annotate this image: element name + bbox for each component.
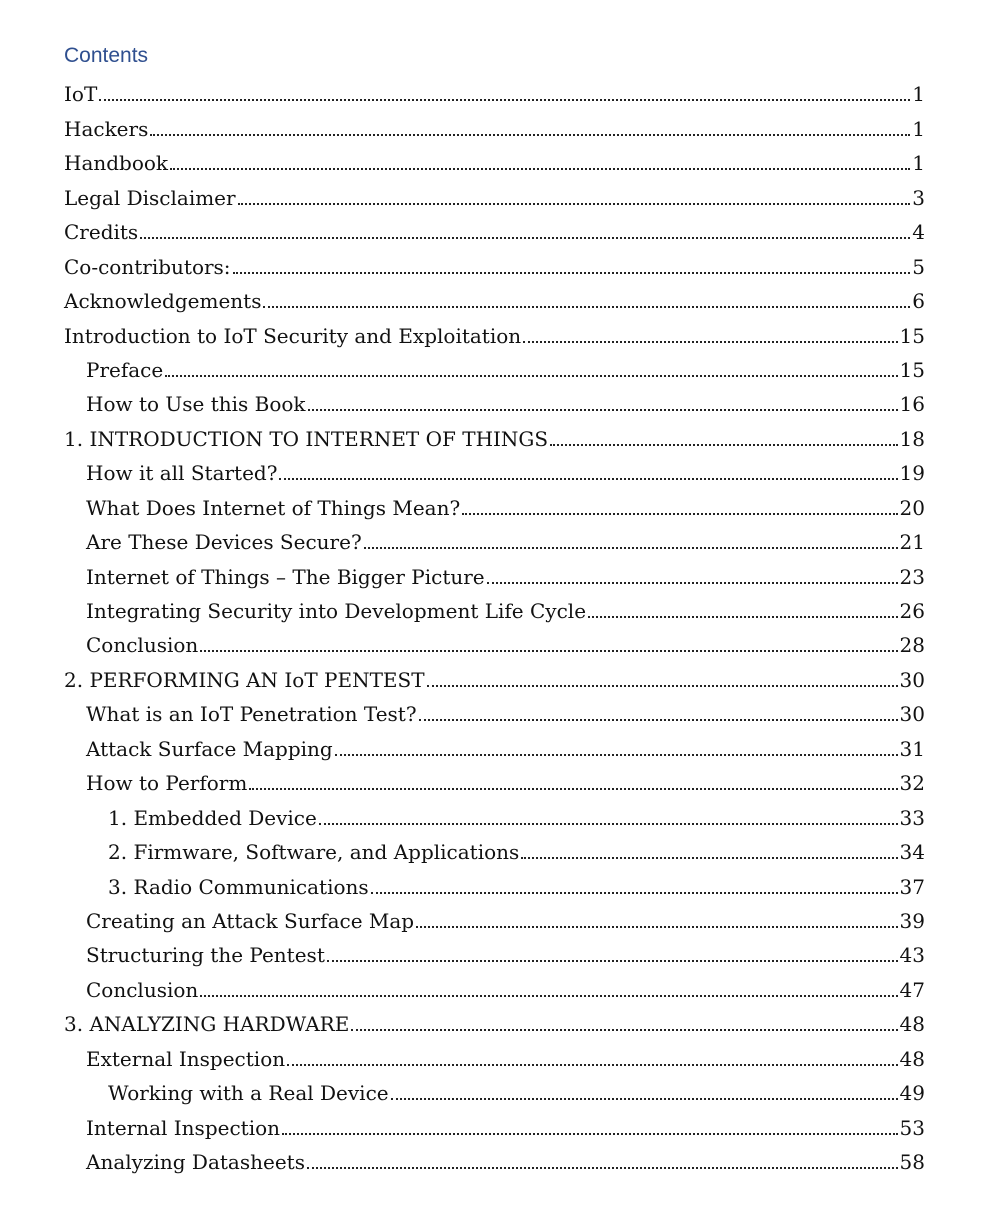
toc-entry-title[interactable]: How to Perform: [86, 771, 248, 796]
toc-entry-title[interactable]: Integrating Security into Development Life Cycle: [86, 599, 587, 623]
toc-entry-title[interactable]: What Does Internet of Things Mean?: [86, 495, 461, 520]
toc-entry-title[interactable]: Internal Inspection: [86, 1115, 281, 1140]
toc-dot-leader: [351, 1029, 897, 1031]
toc-entry-title[interactable]: Legal Disclaimer: [64, 185, 236, 210]
toc-dot-leader: [150, 134, 910, 136]
toc-entry-page-number[interactable]: 30: [899, 667, 925, 692]
toc-dot-leader: [427, 685, 898, 687]
toc-entry-page-number[interactable]: 15: [899, 357, 925, 382]
toc-entry[interactable]: [64, 283, 925, 317]
table-of-contents: [64, 76, 925, 1178]
toc-entry-page-number[interactable]: 19: [899, 461, 925, 486]
toc-dot-leader: [140, 237, 910, 239]
toc-dot-leader: [371, 892, 898, 894]
toc-entry-page-number[interactable]: 16: [899, 392, 925, 417]
toc-entry-page-number[interactable]: 39: [899, 908, 925, 933]
toc-entry-title[interactable]: Handbook: [64, 151, 169, 176]
toc-entry-page-number[interactable]: 1: [912, 151, 925, 176]
toc-dot-leader: [200, 650, 897, 652]
toc-entry[interactable]: [64, 455, 925, 489]
toc-entry-page-number[interactable]: 37: [899, 874, 925, 899]
toc-entry-page-number[interactable]: 32: [899, 771, 925, 796]
toc-entry-page-number[interactable]: 47: [899, 977, 925, 1002]
toc-dot-leader: [335, 754, 898, 756]
toc-dot-leader: [287, 1064, 897, 1066]
toc-entry[interactable]: [64, 937, 925, 971]
toc-entry-title[interactable]: What is an IoT Penetration Test?: [86, 702, 417, 727]
toc-entry[interactable]: [64, 799, 925, 833]
toc-entry-page-number[interactable]: 43: [899, 943, 925, 968]
toc-dot-leader: [170, 168, 910, 170]
toc-dot-leader: [249, 788, 897, 790]
toc-entry-title[interactable]: How to Use this Book: [86, 392, 306, 417]
toc-entry[interactable]: [64, 352, 925, 386]
toc-entry-page-number[interactable]: 34: [899, 840, 925, 865]
toc-entry[interactable]: [64, 765, 925, 799]
toc-entry-title[interactable]: Internet of Things – The Bigger Picture: [86, 564, 485, 589]
toc-dot-leader: [550, 444, 897, 446]
toc-dot-leader: [238, 203, 911, 205]
toc-dot-leader: [521, 857, 897, 859]
toc-entry-title[interactable]: Credits: [64, 220, 139, 245]
toc-entry[interactable]: [64, 386, 925, 420]
toc-heading: Contents: [64, 44, 149, 67]
toc-entry[interactable]: [64, 489, 925, 523]
toc-dot-leader: [308, 409, 898, 411]
toc-dot-leader: [462, 513, 897, 515]
toc-entry-title[interactable]: How it all Started?: [86, 461, 278, 486]
toc-entry-page-number[interactable]: 28: [899, 633, 925, 658]
toc-entry-page-number[interactable]: 18: [899, 426, 925, 451]
toc-entry[interactable]: [64, 179, 925, 213]
toc-entry-page-number[interactable]: 4: [912, 220, 925, 245]
toc-dot-leader: [282, 1133, 898, 1135]
toc-entry-page-number[interactable]: 20: [899, 495, 925, 520]
toc-entry-title[interactable]: Attack Surface Mapping: [86, 736, 333, 761]
toc-entry[interactable]: [64, 903, 925, 937]
toc-entry-page-number[interactable]: 26: [899, 599, 925, 623]
toc-dot-leader: [279, 478, 897, 480]
toc-entry[interactable]: [64, 627, 925, 661]
toc-entry-title[interactable]: Introduction to IoT Security and Exploitation: [64, 323, 522, 348]
toc-entry-title[interactable]: Preface: [86, 357, 164, 382]
toc-entry-page-number[interactable]: 1: [912, 116, 925, 141]
toc-dot-leader: [391, 1098, 898, 1100]
toc-entry-page-number[interactable]: 49: [899, 1081, 925, 1106]
toc-dot-leader: [319, 823, 898, 825]
toc-entry[interactable]: [64, 868, 925, 902]
toc-entry[interactable]: [64, 661, 925, 695]
toc-entry-page-number[interactable]: 23: [899, 564, 925, 589]
toc-dot-leader: [233, 272, 911, 274]
toc-entry-page-number[interactable]: 48: [899, 1046, 925, 1071]
toc-dot-leader: [307, 1167, 898, 1169]
toc-dot-leader: [487, 582, 898, 584]
toc-entry-title[interactable]: Hackers: [64, 116, 149, 141]
toc-entry[interactable]: [64, 730, 925, 764]
toc-entry-title[interactable]: IoT: [64, 82, 98, 107]
toc-entry[interactable]: [64, 248, 925, 282]
toc-entry-title[interactable]: Acknowledgements: [64, 289, 262, 314]
toc-entry-page-number[interactable]: 1: [912, 82, 925, 107]
toc-dot-leader: [99, 99, 910, 101]
toc-entry[interactable]: [64, 145, 925, 179]
toc-entry-title[interactable]: Conclusion: [86, 977, 199, 1002]
toc-dot-leader: [419, 719, 898, 721]
toc-entry[interactable]: [64, 593, 925, 627]
toc-entry-title[interactable]: Analyzing Datasheets: [86, 1150, 305, 1174]
toc-entry-page-number[interactable]: 5: [912, 254, 925, 279]
toc-entry-title[interactable]: 1. INTRODUCTION TO INTERNET OF THINGS: [64, 426, 549, 451]
toc-entry[interactable]: [64, 214, 925, 248]
toc-entry[interactable]: [64, 696, 925, 730]
toc-entry-title[interactable]: Are These Devices Secure?: [86, 530, 362, 555]
toc-entry-page-number[interactable]: 31: [899, 736, 925, 761]
toc-dot-leader: [263, 306, 910, 308]
toc-entry[interactable]: [64, 1144, 925, 1178]
toc-entry[interactable]: [64, 971, 925, 1005]
toc-entry[interactable]: [64, 558, 925, 592]
toc-dot-leader: [523, 341, 897, 343]
toc-dot-leader: [200, 995, 897, 997]
toc-entry-page-number[interactable]: 48: [899, 1012, 925, 1037]
toc-entry-title[interactable]: 1. Embedded Device: [108, 805, 317, 830]
toc-entry[interactable]: [64, 76, 925, 110]
toc-entry[interactable]: [64, 420, 925, 454]
toc-entry-page-number[interactable]: 53: [899, 1115, 925, 1140]
toc-entry-page-number[interactable]: 30: [899, 702, 925, 727]
toc-entry[interactable]: [64, 524, 925, 558]
toc-dot-leader: [165, 375, 897, 377]
toc-dot-leader: [588, 616, 898, 618]
toc-entry-title[interactable]: Working with a Real Device: [108, 1081, 389, 1106]
toc-entry-title[interactable]: Co-contributors:: [64, 254, 231, 279]
toc-entry-page-number[interactable]: 58: [899, 1150, 925, 1174]
toc-entry-title[interactable]: 3. Radio Communications: [108, 874, 369, 899]
toc-dot-leader: [327, 960, 898, 962]
toc-entry[interactable]: [64, 834, 925, 868]
toc-dot-leader: [416, 926, 897, 928]
toc-entry[interactable]: [64, 1006, 925, 1040]
toc-entry-page-number[interactable]: 33: [899, 805, 925, 830]
toc-dot-leader: [364, 547, 898, 549]
toc-entry[interactable]: [64, 1075, 925, 1109]
toc-entry-title[interactable]: External Inspection: [86, 1046, 286, 1071]
toc-entry-title[interactable]: Conclusion: [86, 633, 199, 658]
toc-entry-title[interactable]: 3. ANALYZING HARDWARE: [64, 1012, 350, 1037]
toc-entry-title[interactable]: 2. PERFORMING AN IoT PENTEST: [64, 667, 425, 692]
toc-entry[interactable]: [64, 110, 925, 144]
toc-entry[interactable]: [64, 1040, 925, 1074]
toc-entry[interactable]: [64, 1109, 925, 1143]
toc-entry-page-number[interactable]: 21: [899, 530, 925, 555]
toc-entry-page-number[interactable]: 15: [899, 323, 925, 348]
toc-entry-page-number[interactable]: 3: [912, 185, 925, 210]
toc-entry-title[interactable]: 2. Firmware, Software, and Applications: [108, 840, 520, 865]
toc-entry-title[interactable]: Structuring the Pentest: [86, 943, 325, 968]
toc-entry-page-number[interactable]: 6: [912, 289, 925, 314]
toc-entry-title[interactable]: Creating an Attack Surface Map: [86, 908, 415, 933]
toc-entry[interactable]: [64, 317, 925, 351]
